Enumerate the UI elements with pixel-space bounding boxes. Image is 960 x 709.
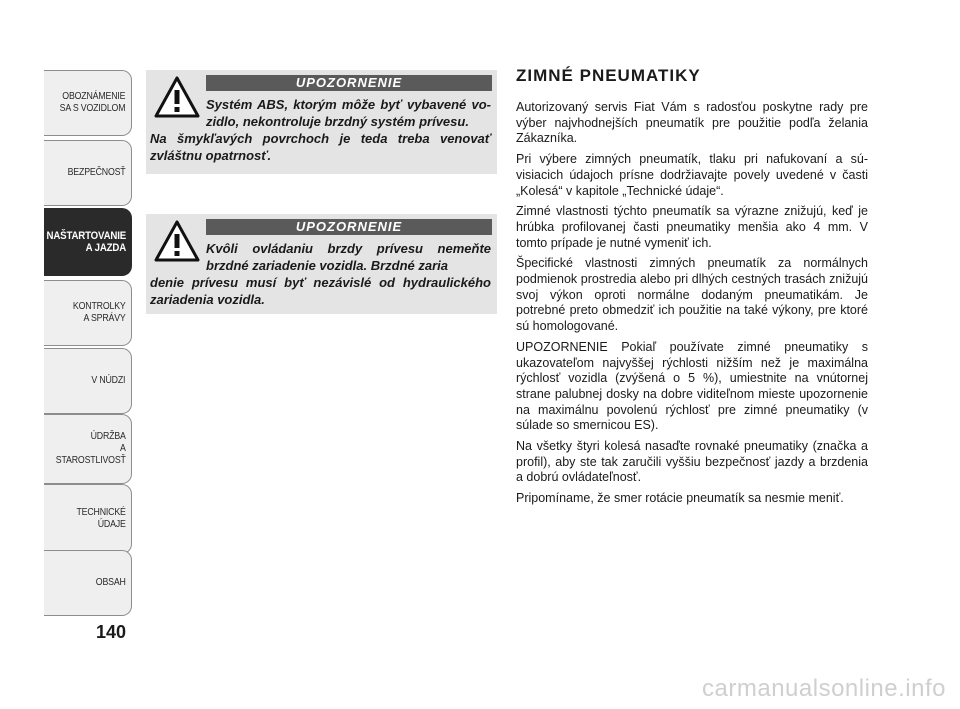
tab-label: TECHNICKÉ ÚDAJE [76,507,126,530]
paragraph: Zimné vlastnosti týchto pneumatík sa výrazne znižujú, keď je hrúbka profilovanej časti pneumatiky menšia ako 4 mm. V tomto prípade je nutné vymeniť ich. [516,204,868,250]
tab-udrzba[interactable] [44,414,132,484]
tab-label: ÚDRŽBA A STAROSTLIVOSŤ [55,431,126,466]
paragraph: Autorizovaný servis Fiat Vám s radosťou poskytne rady pre výber najvhodnejších pneumatík pre použitie podľa želania Zákazníka. [516,100,868,146]
warning-text [150,240,491,308]
paragraph: Pri výbere zimných pneumatík, tlaku pri nafukovaní a súvisiacich údajoch prísne dodržiavajte povely uvedené v časti „Kolesá“ v kapitole „Technické údaje“. [516,152,868,198]
warning-text [150,96,491,164]
section-title: ZIMNÉ PNEUMATIKY [516,66,701,85]
tab-label: OBSAH [95,577,126,588]
paragraph: Na všetky štyri kolesá nasaďte rovnaké pneumatiky (značka a profil), aby ste tak zaručili vyššiu bezpečnosť jazdy a brzdenia a dobrú ovládateľnosť. [516,439,868,485]
tab-nastartovanie-active[interactable] [44,208,132,276]
warning-text-indented: Systém ABS, ktorým môže byť vybavené vozidlo, nekontroluje brzdný systém prívesu. [206,97,491,129]
warning-box-trailer-brake [146,214,497,314]
warning-text-full: Na šmykľavých povrchoch je teda treba venovať zvláštnu opatrnosť. [150,131,491,163]
warning-box-abs [146,70,497,174]
warning-text-indented: Kvôli ovládaniu brzdy prívesu nemeňte brzdné zariadenie vozidla. Brzdné zaria [206,241,491,273]
paragraph: Špecifické vlastnosti zimných pneumatík za normálnych podmienok prostredia alebo pri dlhých cestných trasách znižujú svoj výkon oproti normálne dodaným pneumatikám. Je potrebné preto obmedziť ich použitie na také výkony, pre ktoré sú homologované. [516,256,868,334]
section-winter-tyres [516,66,868,512]
warning-title: UPOZORNENIE [206,219,492,235]
warning-title: UPOZORNENIE [206,75,492,91]
tab-v-nudzi[interactable] [44,348,132,414]
tab-technicke-udaje[interactable] [44,484,132,554]
tab-oboznamenie[interactable] [44,70,132,136]
page-number: 140 [96,622,127,642]
tab-label: KONTROLKY A SPRÁVY [73,301,126,324]
tab-label: NAŠTARTOVANIE A JAZDA [46,230,126,254]
paragraph: Pripomíname, že smer rotácie pneumatík sa nesmie meniť. [516,491,844,506]
warning-text-full: denie prívesu musí byť nezávislé od hydraulického zariadenia vozidla. [150,275,491,307]
watermark: carmanualsonline.info [702,675,946,702]
tab-obsah[interactable] [44,550,132,616]
tab-kontrolky[interactable] [44,280,132,346]
tab-bezpecnost[interactable] [44,140,132,206]
tab-label: OBOZNÁMENIE SA S VOZIDLOM [60,91,126,114]
tab-label: BEZPEČNOSŤ [67,167,126,178]
paragraph: UPOZORNENIE Pokiaľ používate zimné pneumatiky s ukazovateľom najvyššej rýchlosti nižším než je maximálna rýchlosť vozidla (zvýšená o 5 %), umiestnite na vnútornej strane palubnej dosky na dobre viditeľnom mieste upozornenie na maximálnu povolenú rýchlosť pre zimné pneumatiky (v súlade so smernicou ES). [516,339,868,433]
tab-label: V NÚDZI [91,375,126,386]
